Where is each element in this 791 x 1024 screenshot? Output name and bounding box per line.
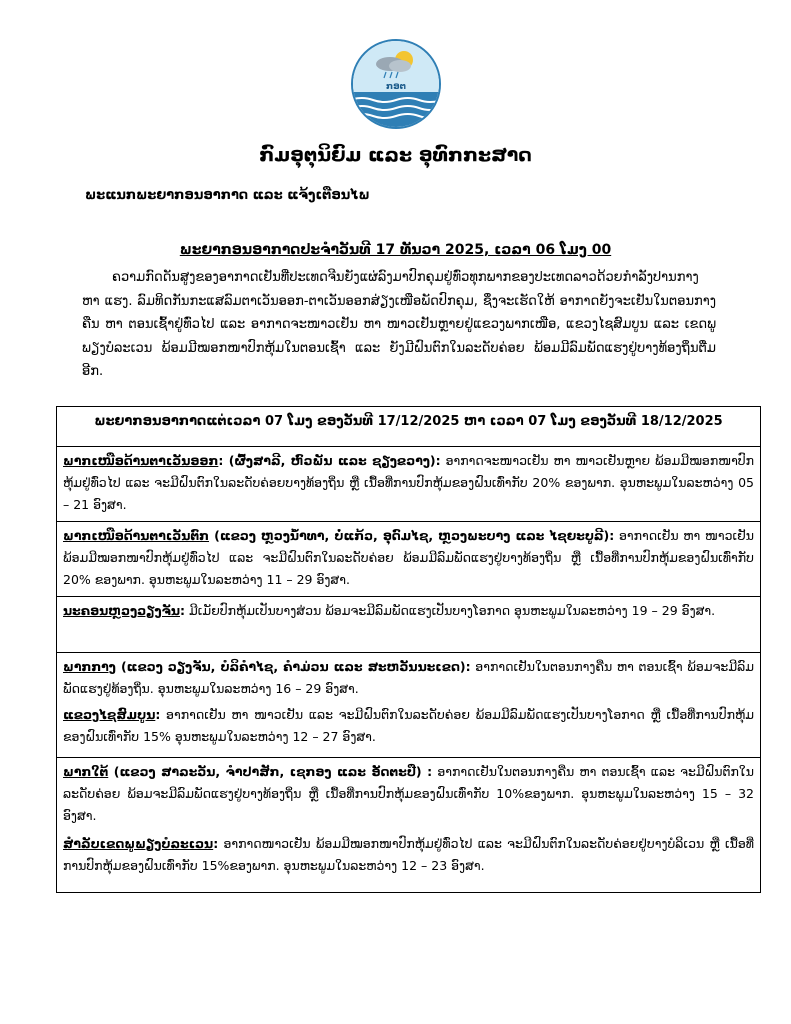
region-label: ພາກເໜືອດ້ານຕາເວັນຕົກ (63, 528, 210, 543)
region-provinces: : (ຜົ້ງສາລີ, ຫົວພັນ ແລະ ຊຽງຂວາງ): (218, 453, 441, 468)
region-provinces: (ແຂວງ ຫຼວງນ້ຳທາ, ບໍ່ແກ້ວ, ອຸດົມໄຊ, ຫຼວງພະບາງ ແລະ ໄຊຍະບູລີ): (209, 528, 615, 543)
region-label: ພາກກາງ (63, 659, 116, 674)
logo-text: ກອຕ (386, 82, 406, 92)
subregion-provinces: : (155, 707, 161, 722)
region-provinces: (ແຂວງ ສາລະວັນ, ຈຳປາສັກ, ເຊກອງ ແລະ ອັດຕະປື) : (108, 764, 433, 779)
department-name: ພະແນກພະຍາກອນອາກາດ ແລະ ແຈ້ງເຕືອນໄພ (85, 188, 370, 203)
region-text: ອາກາດເຢັນໃນຕອນກາງຄືນ ຫາ ຕອນເຊົ້າ ແລະ ຈະມີຝົນຕົກໃນລະດັບຄ່ອຍ ພ້ອມຈະມີລົມພັດແຮງຢູ່ບາງທ້ອງຖິ່ນ ຫຼື ເນື້ອທີ່ການປົກຫຸ້ມຂອງຝົນເທົ່າກັບ 10%ຂອງພາກ. ອຸນຫະພູມໃນລະຫວ່າງ 15 – 32 ອົງສາ. (63, 764, 754, 823)
subregion-text: ອາກາດເຢັນ ຫາ ໜາວເຢັນ ແລະ ຈະມີຝົນຕົກໃນລະດັບຄ່ອຍ ພ້ອມມີລົມພັດແຮງເປັນບາງໂອກາດ ຫຼື ເນື້ອທີ່ການປົກຫຸ້ມຂອງຝົນເທົ່າກັບ 15% ອຸນຫະພູມໃນລະຫວ່າງ 12 – 27 ອົງສາ. (63, 707, 754, 744)
region-text: ມີເມັຍປົກຫຸ້ມເປັນບາງສ່ວນ ພ້ອມຈະມີລົມພັດແຮງເປັນບາງໂອກາດ ອຸນຫະພູມໃນລະຫວ່າງ 19 – 29 ອົງສາ. (185, 603, 716, 618)
region-row-central (57, 652, 760, 757)
forecast-title: ພະຍາກອນອາກາດປະຈຳວັນທີ 17 ທັນວາ 2025, ເວລາ 06 ໂມງ 00 (179, 242, 612, 258)
subregion-provinces: : (213, 836, 219, 851)
region-row-vientiane-capital (57, 596, 760, 652)
region-text: ອາກາດເຢັນໃນຕອນກາງຄືນ ຫາ ຕອນເຊົ້າ ພ້ອມຈະມີລົມພັດແຮງຢູ່ທ້ອງຖິ່ນ. ອຸນຫະພູມໃນລະຫວ່າງ 16 – 29 ອົງສາ. (63, 659, 754, 696)
subregion-label: ສຳລັບເຂດພູພຽງບໍລະເວນ (63, 836, 214, 851)
region-text: ອາກາດຈະໜາວເຢັນ ຫາ ໜາວເຢັນຫຼາຍ ພ້ອມມີໝອກໜາປົກຫຸ້ມຢູ່ທົ່ວໄປ ແລະ ຈະມີຝົນຕົກໃນລະດັບຄ່ອຍບາງທ້ອງຖິ່ນ ຫຼື ເນື້ອທີ່ການປົກຫຸ້ມຂອງຝົນເທົ່າກັບ 20% ຂອງພາກ. ອຸນຫະພູມໃນລະຫວ່າງ 05 – 21 ອົງສາ. (63, 453, 755, 512)
ministry-title: ກົມອຸຕຸນິຍົມ ແລະ ອຸທົກກະສາດ (259, 144, 532, 166)
region-row-northwest (57, 521, 760, 596)
region-label: ພາກເໜືອດ້ານຕາເວັນອອກ (63, 453, 219, 468)
forecast-table (56, 406, 761, 893)
department-logo (350, 38, 442, 130)
subregion-label: ແຂວງໄຊສົມບູນ (63, 707, 156, 722)
region-provinces: : (180, 603, 185, 618)
region-label: ພາກໃຕ້ (63, 764, 109, 779)
subregion-text: ອາກາດໜາວເຢັນ ພ້ອມມີໝອກໜາປົກຫຸ້ມຢູ່ທົ່ວໄປ ແລະ ຈະມີຝົນຕົກໃນລະດັບຄ່ອຍຢູ່ບາງບໍລິເວນ ຫຼື ເນື້ອທີ່ການປົກຫຸ້ມຂອງຝົນເທົ່າກັບ 15%ຂອງພາກ. ອຸນຫະພູມໃນລະຫວ່າງ 12 – 23 ອົງສາ. (63, 836, 754, 873)
intro-paragraph: ຄວາມກົດດັນສູງຂອງອາກາດເຢັນທີ່ປະເທດຈີນຍັງແຜ່ລົງມາປົກຄຸມຢູ່ທົ່ວທຸກພາກຂອງປະເທດລາວດ້ວຍກຳລັງປານກາງ ຫາ ແຮງ. ລົມທິດກັນກະແສລົມຕາເວັນອອກ-ຕາເວັນອອກສ່ຽງເໜືອພັດປົກຄຸມ, ຊຶ່ງຈະເຮັດໃຫ້ ອາກາດຍັງຈະເຢັນໃນຕອນກາງຄືນ ຫາ ຕອນເຊົ້າຢູ່ທົ່ວໄປ ແລະ ອາກາດຈະໜາວເຢັນ ຫາ ໜາວເຢັນຫຼາຍຢູ່ແຂວງພາກເໜືອ, ແຂວງໄຊສົມບູນ ແລະ ເຂດພູພຽງບໍລະເວນ ພ້ອມມີໝອກໜາປົກຫຸ້ມໃນຕອນເຊົ້າ ແລະ ຍັງມີຝົນຕົກໃນລະດັບຄ່ອຍ ພ້ອມມີລົມພັດແຮງຢູ່ບາງທ້ອງຖິ່ນຕື່ມອີກ. (82, 270, 716, 379)
region-text: ອາກາດເຢັນ ຫາ ໜາວເຢັນ ພ້ອມມີໝອກໜາປົກຫຸ້ມຢູ່ທົ່ວໄປ ແລະ ຈະມີຝົນຕົກໃນລະດັບຄ່ອຍ ພ້ອມມີລົມພັດແຮງຢູ່ບາງທ້ອງຖິ່ນ ຫຼື ເນື້ອທີ່ການປົກຫຸ້ມຂອງຝົນເທົ່າກັບ 20% ຂອງພາກ. ອຸນຫະພູມໃນລະຫວ່າງ 11 – 29 ອົງສາ. (63, 528, 754, 587)
table-header: ພະຍາກອນອາກາດແຕ່ເວລາ 07 ໂມງ ຂອງວັນທີ 17/12/2025 ຫາ ເວລາ 07 ໂມງ ຂອງວັນທີ 18/12/2025 (94, 414, 723, 429)
region-row-northeast (57, 446, 760, 521)
region-row-south (57, 757, 760, 894)
region-provinces: (ແຂວງ ວຽງຈັນ, ບໍລິຄຳໄຊ, ຄຳມ່ວນ ແລະ ສະຫວັນນະເຂດ): (115, 659, 471, 674)
region-label: ນະຄອນຫຼວງວຽງຈັນ (63, 603, 180, 618)
